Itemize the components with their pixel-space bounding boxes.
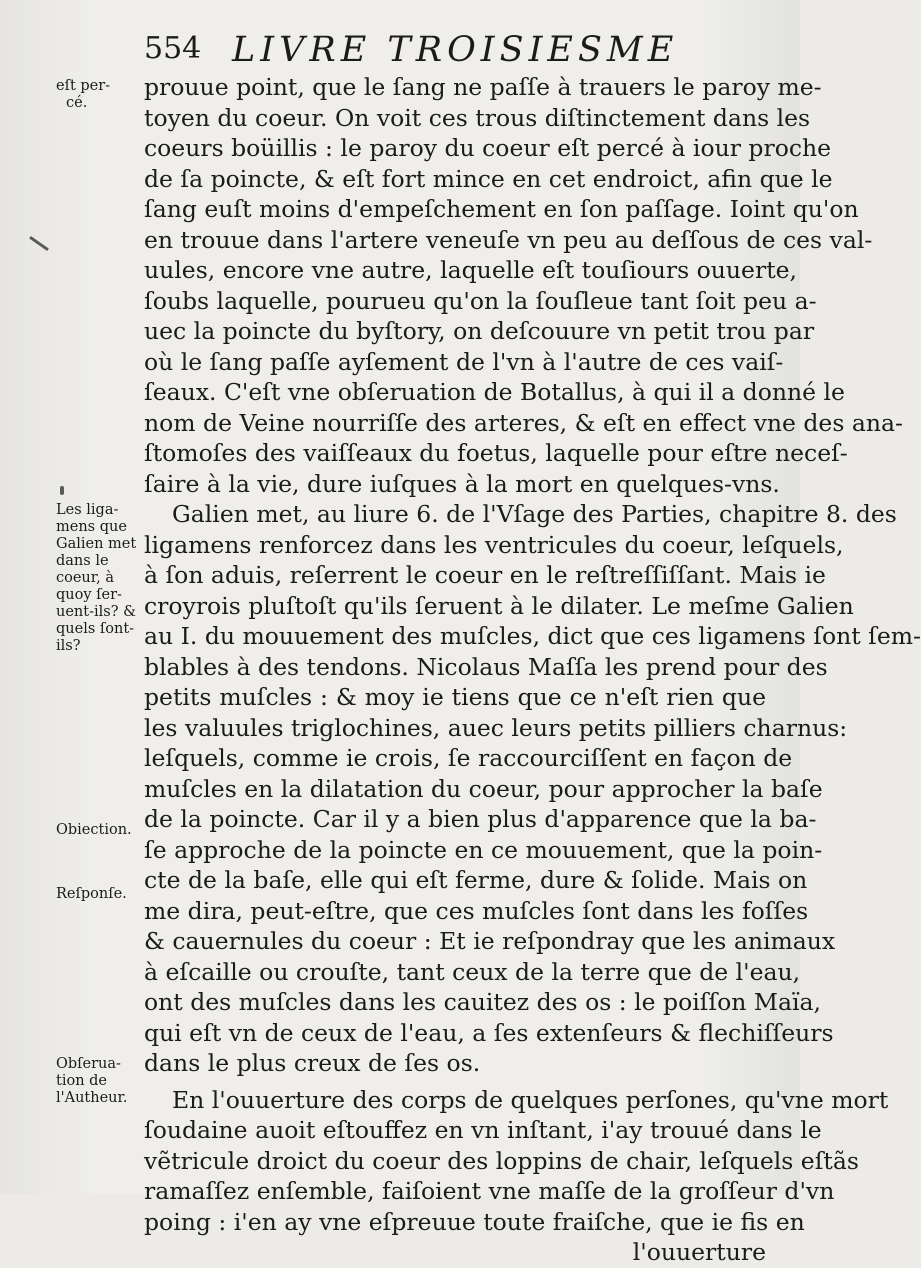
text-line: cte de la baſe, elle qui eſt ferme, dure & ſolide. Mais on — [144, 866, 808, 894]
text-line: leſquels, comme ie crois, ſe raccourciſſent en façon de — [144, 744, 793, 772]
text-line: de la poincte. Car il y a bien plus d'apparence que la ba- — [144, 805, 817, 833]
text-line: blables à des tendons. Nicolaus Maſſa les prend pour des — [144, 652, 828, 681]
text-block — [144, 72, 921, 1268]
text-line: ſeaux. C'eſt vne obſeruation de Botallus, à qui il a donné le — [144, 378, 845, 406]
paragraph-start-line: En l'ouuerture des corps de quelques perſones, qu'vne mort — [172, 1085, 889, 1114]
ink-mark — [29, 236, 49, 251]
paragraph-start-line: Galien met, au liure 6. de l'Vſage des Parties, chapitre 8. des — [172, 500, 897, 528]
text-line: à ſon aduis, reſerrent le coeur en le reſtreſſiſſant. Mais ie — [144, 561, 826, 589]
text-line: ont des muſcles dans les cauitez des os : le poiſſon Maïa, — [144, 988, 821, 1016]
text-line: uec la poincte du byſtory, on deſcouure vn petit trou par — [144, 317, 815, 345]
margin-note-perce: eſt per- cé. — [56, 78, 111, 111]
text-line: où le ſang paſſe ayſement de l'vn à l'autre de ces vaiſ- — [144, 347, 784, 376]
text-line: ſoubs laquelle, pourueu qu'on la ſouſleue tant ſoit peu a- — [144, 286, 817, 315]
text-line: ligamens renforcez dans les ventricules du coeur, leſquels, — [144, 530, 844, 559]
margin-note-response: Reſponſe. — [56, 886, 127, 902]
text-line: dans le plus creux de ſes os. — [144, 1049, 481, 1077]
text-line: petits muſcles : & moy ie tiens que ce n'eſt rien que — [144, 683, 766, 711]
margin-note-ligamens: Les liga- mens que Galien met dans le coeur, à quoy ſer- uent-ils? & quels ſont- ils? — [56, 502, 137, 654]
text-line: croyrois pluſtoſt qu'ils ſeruent à le dilater. Le meſme Galien — [144, 591, 854, 620]
page-header — [140, 28, 780, 74]
text-line: coeurs boüillis : le paroy du coeur eſt percé à iour proche — [144, 134, 832, 162]
text-line: de ſa poincte, & eſt fort mince en cet endroict, afin que le — [144, 164, 833, 193]
text-line: uules, encore vne autre, laquelle eſt touſiours ouuerte, — [144, 256, 798, 284]
text-line: me dira, peut-eſtre, que ces muſcles ſont dans les foſſes — [144, 896, 809, 925]
text-line: les valuules triglochines, auec leurs petits pilliers charnus: — [144, 713, 848, 742]
text-line: au I. du mouuement des muſcles, dict que ces ligamens ſont ſem- — [144, 622, 921, 650]
text-line: ſtomoſes des vaiſſeaux du foetus, laquelle pour eſtre neceſ- — [144, 439, 848, 467]
page-number: 554 — [144, 31, 202, 66]
text-line: ſoudaine auoit eſtouffez en vn inſtant, i'ay trouué dans le — [144, 1116, 822, 1144]
margin-note-objection: Obiection. — [56, 822, 132, 838]
running-title: LIVRE TROISIESME — [232, 30, 679, 70]
text-line: à eſcaille ou crouſte, tant ceux de la terre que de l'eau, — [144, 957, 801, 986]
text-line: ramaſſez enſemble, faiſoient vne maſſe de la groſſeur d'vn — [144, 1177, 835, 1205]
text-line: toyen du coeur. On voit ces trous diſtinctement dans les — [144, 103, 811, 132]
text-line: vẽtricule droict du coeur des loppins de chair, leſquels eſtãs — [144, 1146, 859, 1175]
text-line: qui eſt vn de ceux de l'eau, a ſes extenſeurs & flechiſſeurs — [144, 1018, 834, 1047]
text-line: ſang euſt moins d'empeſchement en ſon paſſage. Ioint qu'on — [144, 195, 859, 223]
text-line: muſcles en la dilatation du coeur, pour approcher la baſe — [144, 774, 823, 803]
catchword: l'ouuerture — [632, 1238, 766, 1266]
ink-mark — [60, 486, 64, 495]
text-line: ſaire à la vie, dure iuſques à la mort en quelques-vns. — [144, 469, 780, 498]
text-line: en trouue dans l'artere veneuſe vn peu au deſſous de ces val- — [144, 225, 873, 254]
text-line: ſe approche de la poincte en ce mouuement, que la poin- — [144, 835, 823, 864]
text-line: & cauernules du coeur : Et ie reſpondray que les animaux — [144, 927, 836, 955]
text-line: prouue point, que le ſang ne paſſe à trauers le paroy me- — [144, 73, 822, 101]
margin-note-observation: Obſerua- tion de l'Autheur. — [56, 1056, 128, 1106]
text-line: poing : i'en ay vne eſpreuue toute fraiſche, que ie fis en — [144, 1207, 805, 1236]
text-line: nom de Veine nourriſſe des arteres, & eſt en effect vne des ana- — [144, 408, 903, 437]
